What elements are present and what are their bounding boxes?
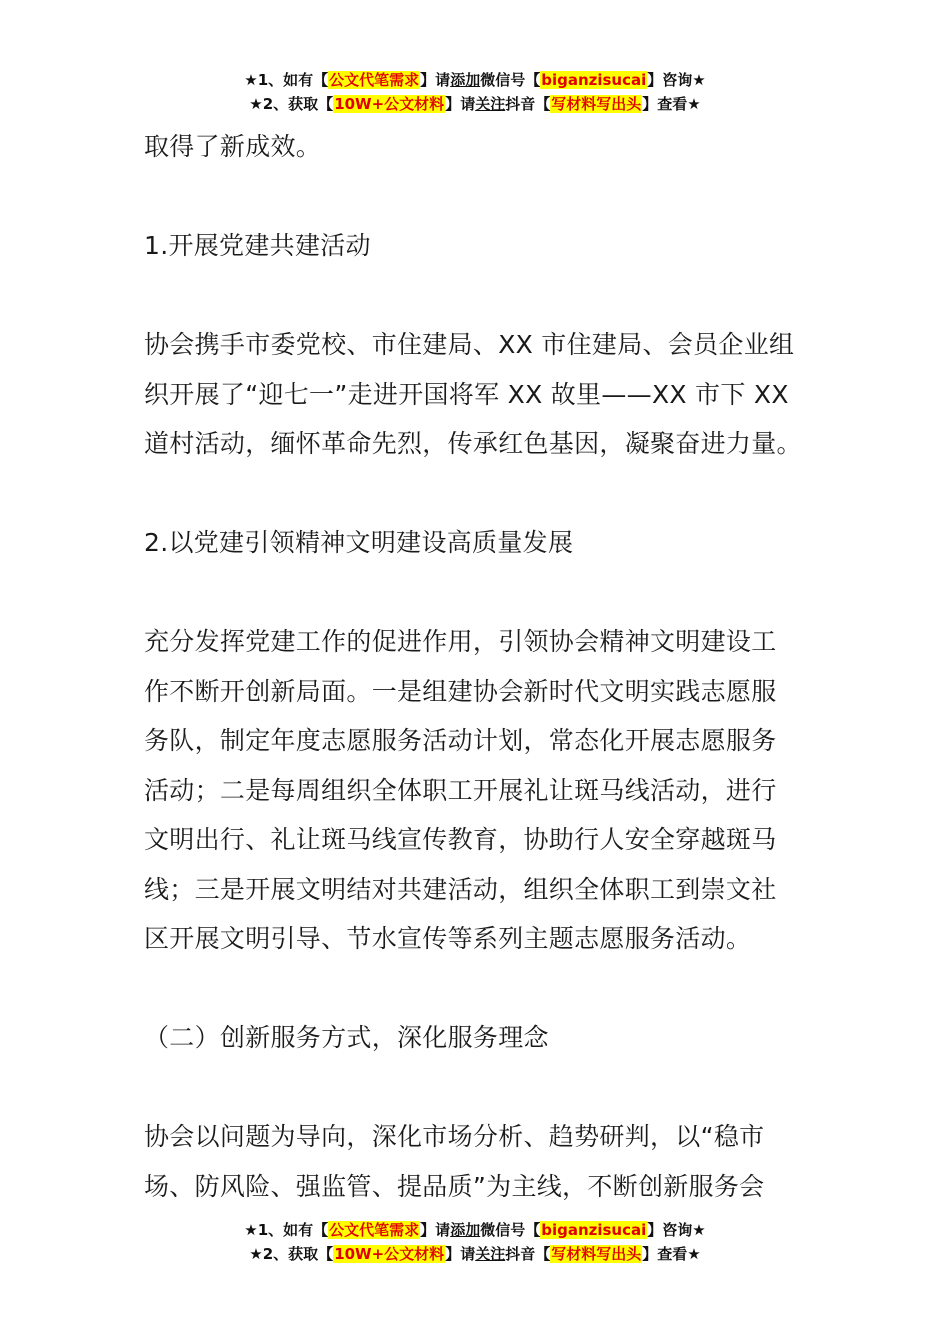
promo-text: 微信号【 bbox=[480, 1221, 541, 1239]
paragraph-line: 文明出行、礼让斑马线宣传教育，协助行人安全穿越斑马 bbox=[144, 825, 777, 854]
section-heading-2: （二）创新服务方式，深化服务理念 bbox=[144, 1023, 549, 1052]
promo-line-2 bbox=[0, 1242, 950, 1266]
heading-2: 2.以党建引领精神文明建设高质量发展 bbox=[144, 528, 574, 557]
paragraph-line: 协会携手市委党校、市住建局、XX 市住建局、会员企业组 bbox=[144, 330, 795, 359]
promo-text: 微信号【 bbox=[480, 71, 541, 89]
paragraph-2 bbox=[144, 617, 814, 964]
promo-text: ★2、获取【 bbox=[249, 95, 334, 113]
promo-text: 】查看★ bbox=[642, 95, 701, 113]
promo-underline: 添加 bbox=[450, 1221, 481, 1239]
promo-underline: 添加 bbox=[450, 71, 481, 89]
promo-underline: 关注 bbox=[475, 1245, 506, 1263]
promo-line-1 bbox=[0, 1218, 950, 1242]
paragraph-line: 区开展文明引导、节水宣传等系列主题志愿服务活动。 bbox=[144, 924, 752, 953]
promo-highlight: biganzisucai bbox=[541, 71, 647, 89]
promo-banner-bottom bbox=[0, 1218, 950, 1266]
promo-highlight: 10W+公文材料 bbox=[334, 95, 445, 113]
promo-highlight: 公文代笔需求 bbox=[329, 71, 420, 89]
document-body bbox=[144, 122, 814, 1211]
promo-text: ★1、如有【 bbox=[244, 71, 329, 89]
promo-line-1 bbox=[0, 68, 950, 92]
paragraph-continuation: 取得了新成效。 bbox=[144, 132, 322, 161]
promo-text: 】咨询★ bbox=[647, 1221, 706, 1239]
promo-text: ★1、如有【 bbox=[244, 1221, 329, 1239]
promo-highlight: 写材料写出头 bbox=[551, 1245, 642, 1263]
paragraph-1 bbox=[144, 320, 814, 469]
paragraph-3 bbox=[144, 1112, 814, 1211]
paragraph-line: 线；三是开展文明结对共建活动，组织全体职工到崇文社 bbox=[144, 874, 777, 904]
paragraph-line: 协会以问题为导向，深化市场分析、趋势研判，以“稳市 bbox=[144, 1122, 765, 1151]
promo-text: 抖音【 bbox=[505, 1245, 551, 1263]
promo-highlight: biganzisucai bbox=[541, 1221, 647, 1239]
promo-text: 】请 bbox=[420, 1221, 451, 1239]
paragraph-line: 道村活动，缅怀革命先烈，传承红色基因，凝聚奋进力量。 bbox=[144, 429, 802, 458]
promo-text: 】请 bbox=[420, 71, 451, 89]
promo-highlight: 10W+公文材料 bbox=[334, 1245, 445, 1263]
promo-text: 】请 bbox=[445, 1245, 476, 1263]
promo-highlight: 公文代笔需求 bbox=[329, 1221, 420, 1239]
paragraph-line: 场、防风险、强监管、提品质”为主线，不断创新服务会 bbox=[144, 1171, 765, 1201]
promo-highlight: 写材料写出头 bbox=[551, 95, 642, 113]
promo-text: 】请 bbox=[445, 95, 476, 113]
paragraph-line: 作不断开创新局面。一是组建协会新时代文明实践志愿服 bbox=[144, 676, 777, 706]
promo-text: 】查看★ bbox=[642, 1245, 701, 1263]
promo-text: ★2、获取【 bbox=[249, 1245, 334, 1263]
paragraph-line: 织开展了“迎七一”走进开国将军 XX 故里——XX 市下 XX bbox=[144, 379, 789, 409]
promo-line-2 bbox=[0, 92, 950, 116]
heading-1: 1.开展党建共建活动 bbox=[144, 231, 371, 260]
promo-text: 】咨询★ bbox=[647, 71, 706, 89]
promo-banner-top bbox=[0, 68, 950, 116]
promo-text: 抖音【 bbox=[505, 95, 551, 113]
paragraph-line: 充分发挥党建工作的促进作用，引领协会精神文明建设工 bbox=[144, 627, 777, 656]
paragraph-line: 务队，制定年度志愿服务活动计划，常态化开展志愿服务 bbox=[144, 726, 777, 755]
paragraph-line: 活动；二是每周组织全体职工开展礼让斑马线活动，进行 bbox=[144, 775, 777, 805]
promo-underline: 关注 bbox=[475, 95, 506, 113]
